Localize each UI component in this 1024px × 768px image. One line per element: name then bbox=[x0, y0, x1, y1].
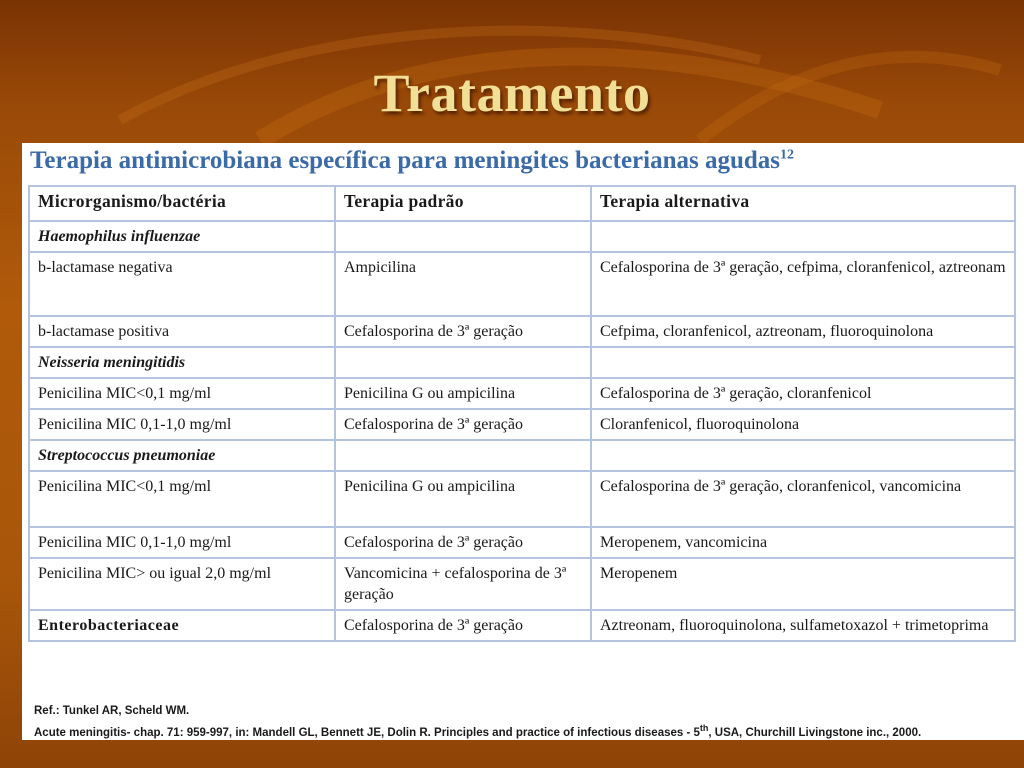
standard-therapy-cell: Vancomicina + cefalosporina de 3ª geração bbox=[335, 558, 591, 610]
table-row bbox=[29, 347, 1015, 378]
standard-therapy-cell: Ampicilina bbox=[335, 252, 591, 316]
alternative-therapy-cell bbox=[591, 347, 1015, 378]
table-header-row bbox=[29, 186, 1015, 221]
standard-therapy-cell bbox=[335, 221, 591, 252]
organism-cell: Neisseria meningitidis bbox=[29, 347, 335, 378]
reference-text: Acute meningitis- chap. 71: 959-997, in: Mandell GL, Bennett JE, Dolin R. Principles and practice of infectious diseases - 5 bbox=[34, 726, 700, 739]
organism-cell: b-lactamase positiva bbox=[29, 316, 335, 347]
standard-therapy-cell: Penicilina G ou ampicilina bbox=[335, 378, 591, 409]
standard-therapy-cell: Cefalosporina de 3ª geração bbox=[335, 409, 591, 440]
reference-line-2 bbox=[34, 720, 1014, 742]
standard-therapy-cell: Penicilina G ou ampicilina bbox=[335, 471, 591, 527]
organism-cell: b-lactamase negativa bbox=[29, 252, 335, 316]
alternative-therapy-cell: Cefpima, cloranfenicol, aztreonam, fluoroquinolona bbox=[591, 316, 1015, 347]
table-title bbox=[30, 147, 1010, 175]
organism-cell: Penicilina MIC 0,1-1,0 mg/ml bbox=[29, 409, 335, 440]
alternative-therapy-cell: Aztreonam, fluoroquinolona, sulfametoxazol + trimetoprima bbox=[591, 610, 1015, 641]
organism-cell: Penicilina MIC<0,1 mg/ml bbox=[29, 471, 335, 527]
table-row bbox=[29, 316, 1015, 347]
table-row bbox=[29, 558, 1015, 610]
slide-title: Tratamento bbox=[373, 63, 651, 123]
therapy-table bbox=[28, 185, 1016, 642]
table-row bbox=[29, 221, 1015, 252]
standard-therapy-cell: Cefalosporina de 3ª geração bbox=[335, 527, 591, 558]
alternative-therapy-cell: Cloranfenicol, fluoroquinolona bbox=[591, 409, 1015, 440]
table-row bbox=[29, 440, 1015, 471]
standard-therapy-cell bbox=[335, 440, 591, 471]
organism-cell: Penicilina MIC<0,1 mg/ml bbox=[29, 378, 335, 409]
header-alternative-therapy: Terapia alternativa bbox=[591, 186, 1015, 221]
organism-cell: Streptococcus pneumoniae bbox=[29, 440, 335, 471]
alternative-therapy-cell: Cefalosporina de 3ª geração, cefpima, cloranfenicol, aztreonam bbox=[591, 252, 1015, 316]
header-organism: Microrganismo/bactéria bbox=[29, 186, 335, 221]
table-row bbox=[29, 409, 1015, 440]
standard-therapy-cell: Cefalosporina de 3ª geração bbox=[335, 316, 591, 347]
therapy-table-image bbox=[22, 143, 1024, 740]
reference-text-end: , USA, Churchill Livingstone inc., 2000. bbox=[708, 726, 922, 739]
organism-cell: Penicilina MIC> ou igual 2,0 mg/ml bbox=[29, 558, 335, 610]
table-row bbox=[29, 471, 1015, 527]
alternative-therapy-cell: Cefalosporina de 3ª geração, cloranfenicol, vancomicina bbox=[591, 471, 1015, 527]
alternative-therapy-cell: Meropenem bbox=[591, 558, 1015, 610]
table-row bbox=[29, 610, 1015, 641]
alternative-therapy-cell bbox=[591, 221, 1015, 252]
standard-therapy-cell bbox=[335, 347, 591, 378]
alternative-therapy-cell: Meropenem, vancomicina bbox=[591, 527, 1015, 558]
header-standard-therapy: Terapia padrão bbox=[335, 186, 591, 221]
organism-cell: Penicilina MIC 0,1-1,0 mg/ml bbox=[29, 527, 335, 558]
alternative-therapy-cell bbox=[591, 440, 1015, 471]
standard-therapy-cell: Cefalosporina de 3ª geração bbox=[335, 610, 591, 641]
organism-cell: Enterobacteriaceae bbox=[29, 610, 335, 641]
table-row bbox=[29, 378, 1015, 409]
alternative-therapy-cell: Cefalosporina de 3ª geração, cloranfenicol bbox=[591, 378, 1015, 409]
organism-cell: Haemophilus influenzae bbox=[29, 221, 335, 252]
reference-superscript: th bbox=[699, 723, 709, 733]
table-row bbox=[29, 527, 1015, 558]
table-title-text: Terapia antimicrobiana específica para meningites bacterianas agudas bbox=[30, 147, 780, 174]
reference-line-1: Ref.: Tunkel AR, Scheld WM. bbox=[34, 705, 190, 717]
reference-note bbox=[34, 703, 1014, 742]
table-title-superscript: 12 bbox=[780, 147, 794, 163]
table-row bbox=[29, 252, 1015, 316]
